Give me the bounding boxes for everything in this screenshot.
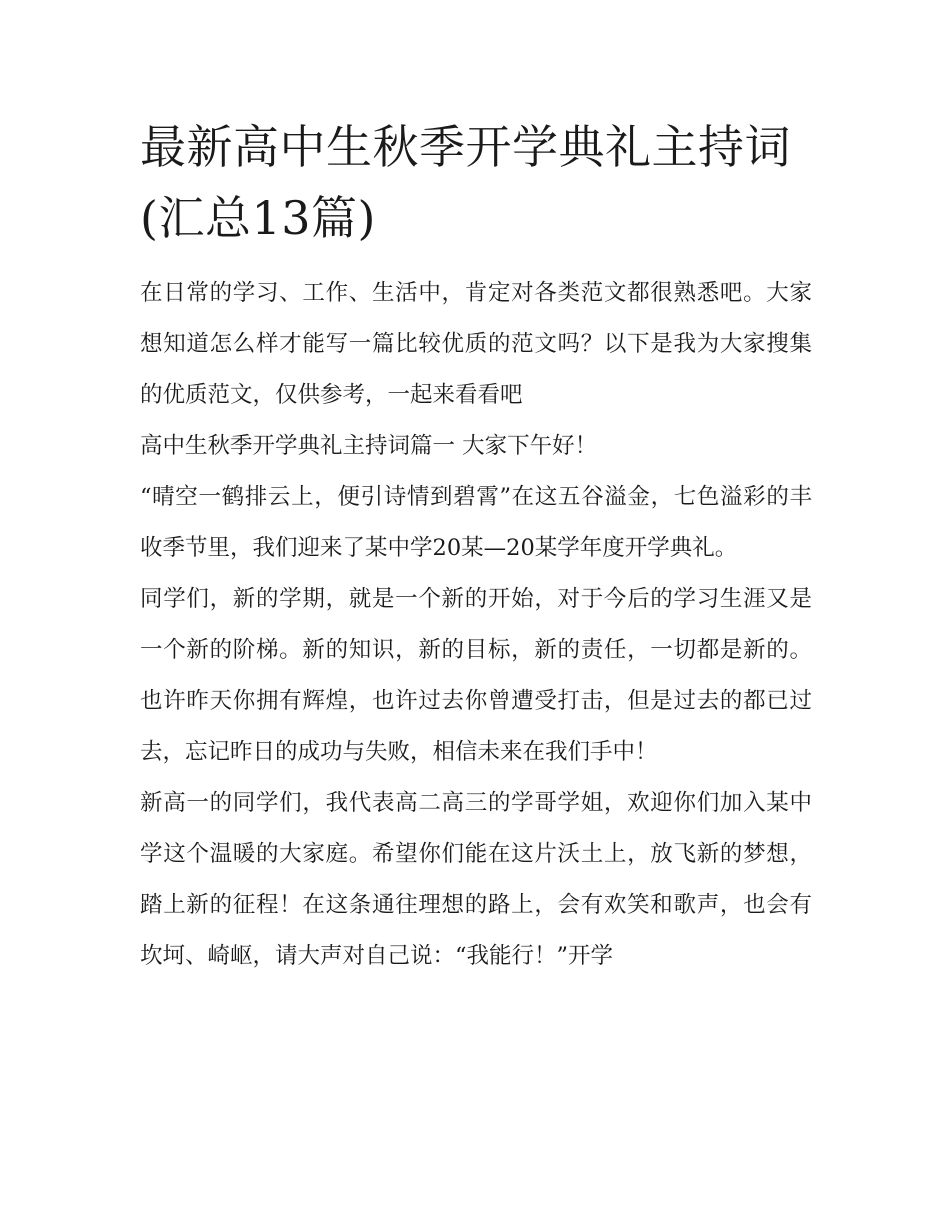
- document-title: 最新高中生秋季开学典礼主持词(汇总13篇): [140, 120, 791, 245]
- document-page: [140, 112, 812, 982]
- paragraph-poem-opening: “晴空一鹤排云上，便引诗情到碧霄”在这五谷溢金，七色溢彩的丰收季节里，我们迎来了某中学20某—20某学年度开学典礼。: [140, 484, 812, 561]
- paragraph-greeting: 高中生秋季开学典礼主持词篇一 大家下午好！: [140, 433, 598, 459]
- paragraph-intro: 在日常的学习、工作、生活中，肯定对各类范文都很熟悉吧。大家想知道怎么样才能写一篇比较优质的范文吗？以下是我为大家搜集的优质范文，仅供参考，一起来看看吧: [140, 280, 812, 408]
- paragraph-welcome-freshmen: 新高一的同学们，我代表高二高三的学哥学姐，欢迎你们加入某中学这个温暖的大家庭。希望你们能在这片沃土上，放飞新的梦想，踏上新的征程！在这条通往理想的路上，会有欢笑和歌声，也会有坎坷、崎岖，请大声对自己说：“我能行！”开学: [140, 790, 812, 969]
- paragraph-new-semester: 同学们，新的学期，就是一个新的开始，对于今后的学习生涯又是一个新的阶梯。新的知识，新的目标，新的责任，一切都是新的。也许昨天你拥有辉煌，也许过去你曾遭受打击，但是过去的都已过去，忘记昨日的成功与失败，相信未来在我们手中！: [140, 586, 812, 765]
